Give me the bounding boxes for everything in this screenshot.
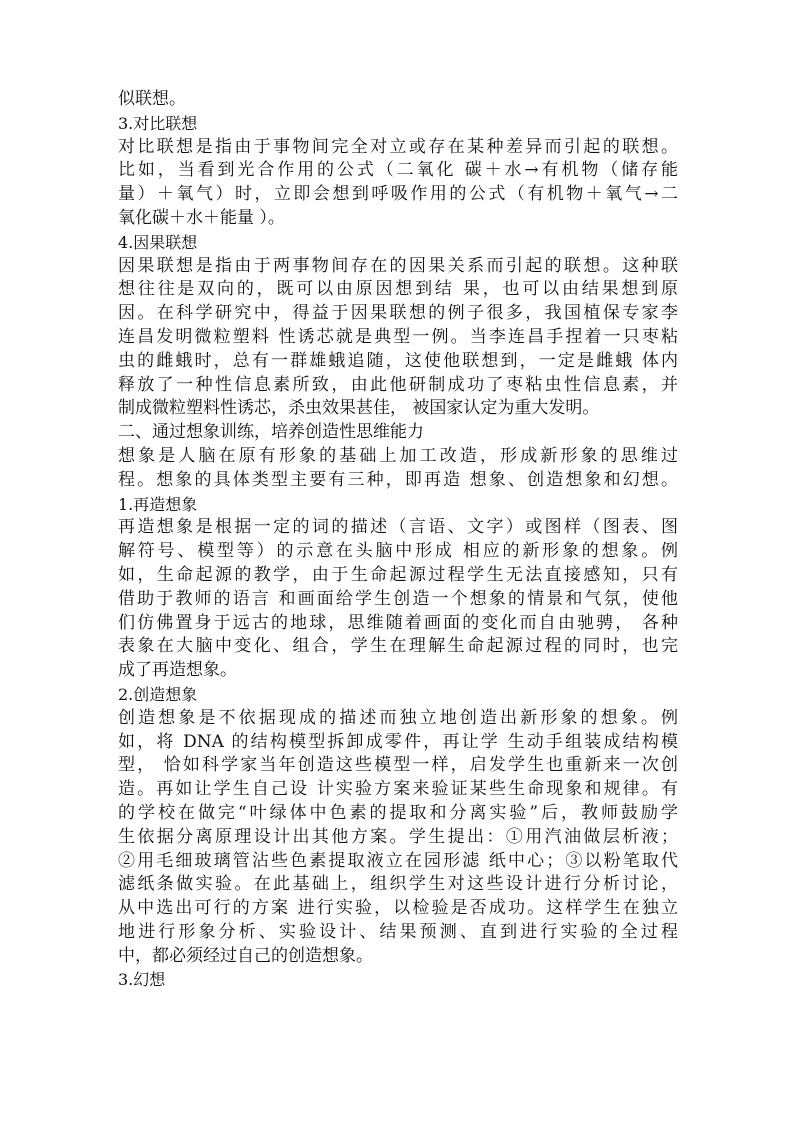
section-heading: 4.因果联想 xyxy=(118,232,198,252)
document-body xyxy=(118,88,678,992)
text-line: 释放了一种性信息素所致，由此他研制成功了枣粘虫性信息素，并 xyxy=(118,374,678,395)
text-line: 制成微粒塑料性诱芯，杀虫效果甚佳， 被国家认定为重大发明。 xyxy=(118,398,600,419)
text-line: 因果联想是指由于两事物间存在的因果关系而引起的联想。这种联 xyxy=(118,255,678,276)
text-line: 如，将 DNA 的结构模型拆卸成零件，再让学 生动手组装成结构模 xyxy=(118,731,678,752)
text-line: 造。再如让学生自己设 计实验方案来验证某些生命现象和规律。有 xyxy=(118,779,678,800)
text-line: 借助于教师的语言 和画面给学生创造一个想象的情景和气氛，使他 xyxy=(118,588,678,609)
text-line: 比如，当看到光合作用的公式（二氧化 碳＋水→有机物（储存能 xyxy=(118,160,678,181)
text-line: 地进行形象分析、实验设计、结果预测、直到进行实验的全过程 xyxy=(118,921,678,942)
text-line: 如，生命起源的教学，由于生命起源过程学生无法直接感知，只有 xyxy=(118,564,678,585)
text-line: 中，都必须经过自己的创造想象。 xyxy=(118,945,373,966)
section-heading: 2.创造想象 xyxy=(118,684,198,704)
text-line: 连昌发明微粒塑料 性诱芯就是典型一例。当李连昌手捏着一只枣粘 xyxy=(118,326,678,347)
text-line: 型， 恰如科学家当年创造这些模型一样，启发学生也重新来一次创 xyxy=(118,755,678,776)
text-line: 虫的雌蛾时，总有一群雄蛾追随，这使他联想到，一定是雌蛾 体内 xyxy=(118,350,678,371)
text-line: 程。想象的具体类型主要有三种，即再造 想象、创造想象和幻想。 xyxy=(118,469,678,490)
text-line: 对比联想是指由于事物间完全对立或存在某种差异而引起的联想。 xyxy=(118,136,678,157)
section-heading: 3.幻想 xyxy=(118,970,166,990)
section-heading: 1.再造想象 xyxy=(118,494,198,514)
text-line: 量）＋氧气）时，立即会想到呼吸作用的公式（有机物＋氧气→二 xyxy=(118,184,678,205)
section-heading: 3.对比联想 xyxy=(118,113,198,133)
text-line: 解符号、模型等）的示意在头脑中形成 相应的新形象的想象。例 xyxy=(118,541,678,562)
text-line: 因。在科学研究中，得益于因果联想的例子很多，我国植保专家李 xyxy=(118,303,678,324)
text-line: 滤纸条做实验。在此基础上，组织学生对这些设计进行分析讨论， xyxy=(118,874,678,895)
text-line: 氧化碳＋水＋能量 ）。 xyxy=(118,207,285,228)
text-line: 生依据分离原理设计出其他方案。学生提出：①用汽油做层析液； xyxy=(118,826,678,847)
text-line: 们仿佛置身于远古的地球，思维随着画面的变化而自由驰骋， 各种 xyxy=(118,612,678,633)
text-line: 创造想象是不依据现成的描述而独立地创造出新形象的想象。例 xyxy=(118,707,678,728)
text-line: 表象在大脑中变化、组合，学生在理解生命起源过程的同时，也完 xyxy=(118,636,678,657)
text-line: 二、通过想象训练，培养创造性思维能力 xyxy=(118,422,424,443)
text-line: 成了再造想象。 xyxy=(118,660,237,681)
text-line: 再造想象是根据一定的词的描述（言语、文字）或图样（图表、图 xyxy=(118,517,678,538)
text-line: 从中选出可行的方案 进行实验，以检验是否成功。这样学生在独立 xyxy=(118,898,678,919)
text-line: 似联想。 xyxy=(118,89,186,109)
text-line: 想往往是双向的，既可以由原因想到结 果，也可以由结果想到原 xyxy=(118,279,678,300)
text-line: ②用毛细玻璃管沾些色素提取液立在园形滤 纸中心；③以粉笔取代 xyxy=(118,850,678,871)
text-line: 想象是人脑在原有形象的基础上加工改造，形成新形象的思维过 xyxy=(118,445,678,466)
text-line: 的学校在做完“叶绿体中色素的提取和分离实验”后，教师鼓励学 xyxy=(118,802,678,823)
